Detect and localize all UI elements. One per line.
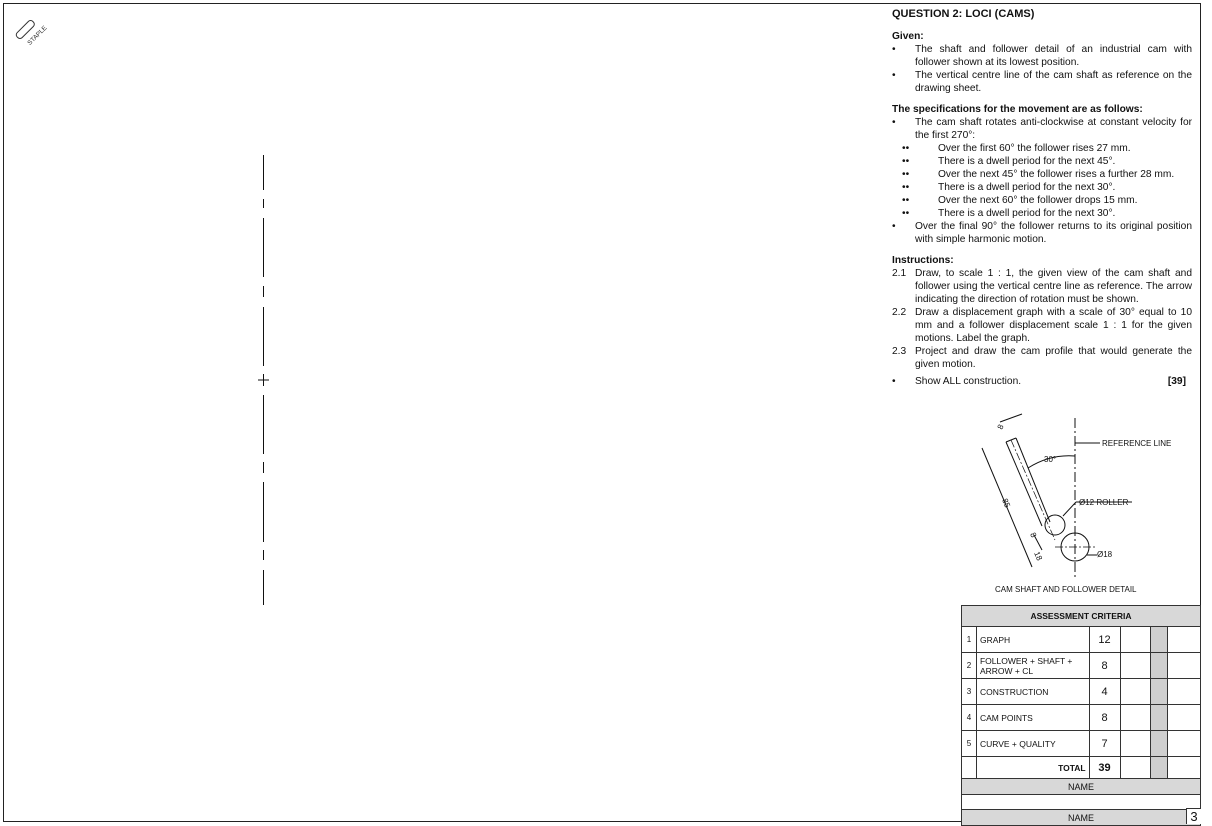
table-row: 4 CAM POINTS 8 [962,705,1201,731]
shaft-diameter-label: Ø18 [1097,550,1113,559]
question-total-marks: [39] [1167,376,1186,387]
instruction-item: 2.1 Draw, to scale 1 : 1, the given view of the cam shaft and follower using the vertical centre line as reference. The arrow indicating the direction of rotation must be shown. [892,268,1192,305]
angle-label: 30° [1044,455,1057,464]
instruction-item: 2.2 Draw a displacement graph with a scale of 30° equal to 10 mm and a follower displacement scale 1 : 1 for the given motions. Label the graph. [892,307,1192,344]
question-panel [892,8,1192,396]
given-item: • The shaft and follower detail of an industrial cam with follower shown at its lowest position. [892,44,1192,68]
roller-label: Ø12 ROLLER [1079,498,1129,507]
instructions-section [892,254,1192,388]
name-label-2: NAME [962,810,1201,826]
given-heading: Given: [892,31,924,42]
detail-caption: CAM SHAFT AND FOLLOWER DETAIL [995,585,1137,594]
table-row: 2 FOLLOWER + SHAFT + ARROW + CL 8 [962,653,1201,679]
name-field[interactable] [962,795,1201,810]
instruction-item: 2.3 Project and draw the cam profile that would generate the given motion. [892,346,1192,370]
rod-length-dimension: 85 [1000,497,1013,509]
spec-heading: The specifications for the movement are as follows: [892,104,1143,115]
spec-item: •• There is a dwell period for the next 45°. [902,156,1116,167]
assessment-heading: ASSESSMENT CRITERIA [962,606,1201,627]
show-construction-line: • Show ALL construction. [39] [892,375,1192,388]
instructions-heading: Instructions: [892,255,954,266]
spec-item: •• Over the next 60° the follower drops 15 mm. [902,195,1138,206]
offset-dimension-a: 8 [1028,531,1039,539]
show-all-text: Show ALL construction. [915,376,1022,387]
question-title: QUESTION 2: LOCI (CAMS) [892,8,1035,20]
vertical-centre-line [250,150,280,610]
table-row: 3 CONSTRUCTION 4 [962,679,1201,705]
given-section [892,30,1192,95]
staple-label: STAPLE [26,24,49,47]
assessment-criteria-table [961,605,1201,826]
rod-width-dimension: 8 [995,423,1006,431]
spec-item: •• Over the first 60° the follower rises 27 mm. [902,143,1131,154]
spec-item: •• There is a dwell period for the next 30°. [902,182,1116,193]
total-row: TOTAL 39 [962,757,1201,779]
offset-dimension-b: 18 [1032,550,1045,562]
cam-follower-detail-drawing [962,410,1202,600]
given-item: • The vertical centre line of the cam shaft as reference on the drawing sheet. [892,70,1192,94]
specification-section [892,103,1192,246]
spec-item: •• Over the next 45° the follower rises a further 28 mm. [902,169,1175,180]
reference-line-label: REFERENCE LINE [1102,439,1172,448]
spec-item: •• There is a dwell period for the next 30°. [902,208,1116,219]
spec-final: • Over the final 90° the follower returns to its original position with simple harmonic motion. [892,221,1192,245]
name-label-1: NAME [962,779,1201,795]
table-row: 5 CURVE + QUALITY 7 [962,731,1201,757]
spec-intro: • The cam shaft rotates anti-clockwise at constant velocity for the first 270°: [892,117,1192,141]
staple-mark [12,14,52,50]
table-row: 1 GRAPH 12 [962,627,1201,653]
page-number: 3 [1186,808,1201,824]
